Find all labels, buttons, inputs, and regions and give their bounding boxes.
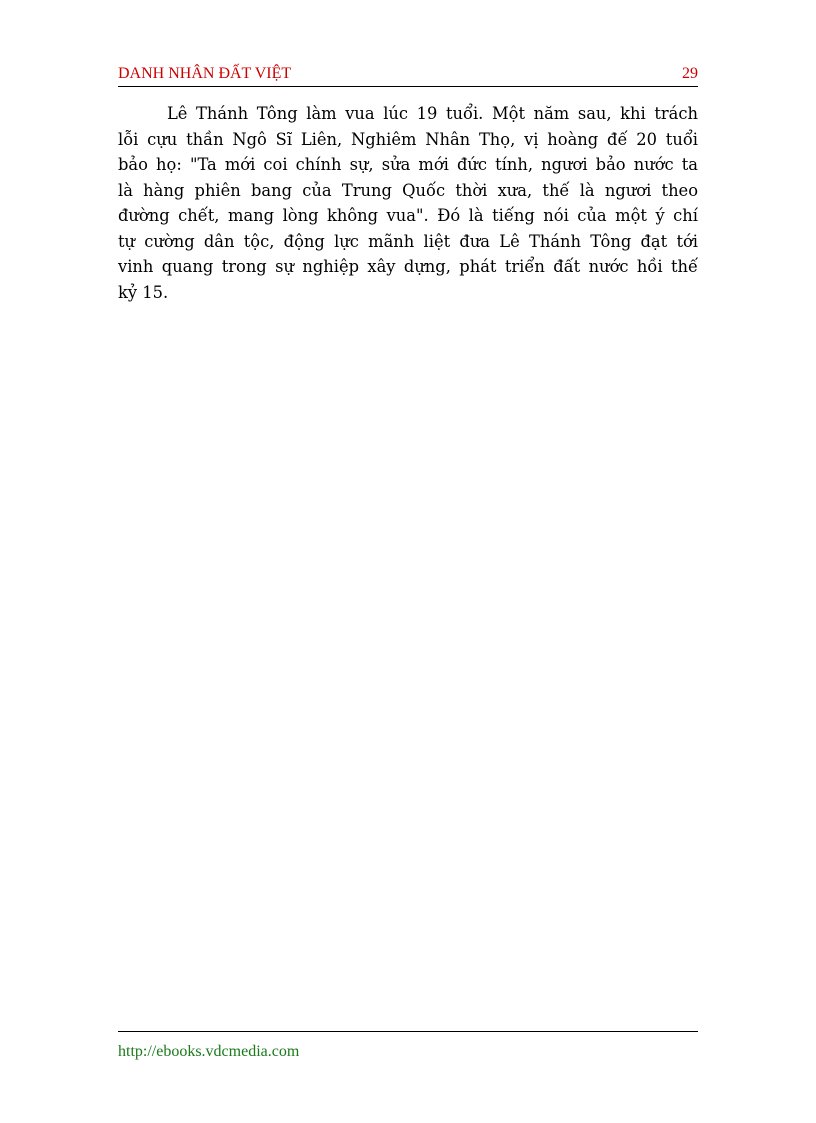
book-title: DANH NHÂN ĐẤT VIỆT [118,65,292,82]
running-header [118,62,698,87]
page-number: 29 [682,65,698,82]
paragraph-line: tự cường dân tộc, động lực mãnh liệt đưa Lê Thánh Tông đạt tới [118,231,698,251]
paragraph-line: vinh quang trong sự nghiệp xây dựng, phát triển đất nước hồi thế [118,257,698,276]
paragraph-line: bảo họ: "Ta mới coi chính sự, sửa mới đức tính, ngươi bảo nước ta [118,155,698,174]
paragraph-line: lỗi cựu thần Ngô Sĩ Liên, Nghiêm Nhân Thọ, vị hoàng đế 20 tuổi [118,129,698,149]
paragraph-line: Lê Thánh Tông làm vua lúc 19 tuổi. Một năm sau, khi trách [167,104,698,123]
paragraph-line: đường chết, mang lòng không vua". Đó là tiếng nói của một ý chí [118,206,698,225]
body-paragraph [118,101,698,305]
footer-link[interactable]: http://ebooks.vdcmedia.com [118,1043,300,1060]
footer-divider [118,1031,698,1032]
paragraph-line: kỷ 15. [118,282,169,302]
paragraph-line: là hàng phiên bang của Trung Quốc thời xưa, thế là ngươi theo [118,180,698,200]
